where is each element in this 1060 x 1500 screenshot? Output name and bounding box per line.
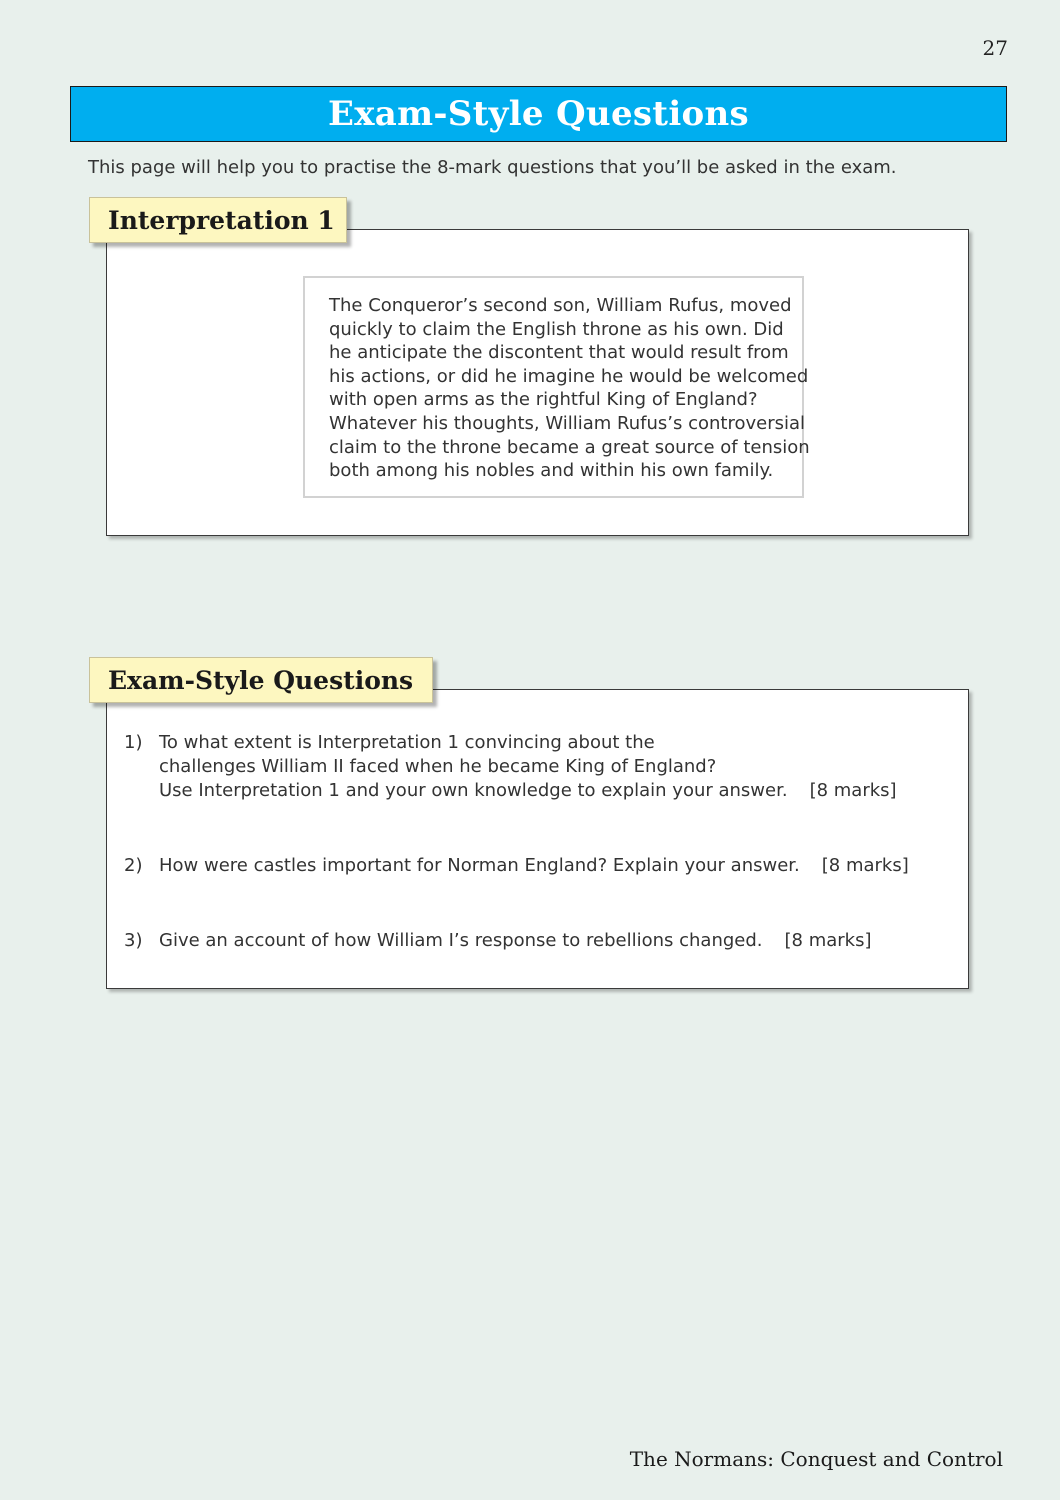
question-number: 3) xyxy=(124,930,143,951)
question-1 xyxy=(124,731,897,803)
source-line: his actions, or did he imagine he would be welcomed xyxy=(329,365,809,387)
source-line: both among his nobles and within his own family. xyxy=(329,460,774,482)
question-number: 2) xyxy=(124,855,143,876)
question-line: challenges William II faced when he became King of England? xyxy=(159,756,717,777)
questions-tab: Exam-Style Questions xyxy=(89,657,433,703)
interpretation-source-box xyxy=(303,276,810,498)
intro-text: This page will help you to practise the 8-mark questions that you’ll be asked in the exam. xyxy=(88,157,897,178)
marks-label: [8 marks] xyxy=(821,855,909,876)
page-title-banner xyxy=(70,86,1007,142)
question-line: How were castles important for Norman England? Explain your answer. xyxy=(159,855,800,876)
question-3 xyxy=(124,929,872,953)
question-line: To what extent is Interpretation 1 convincing about the xyxy=(159,732,655,753)
source-line: with open arms as the rightful King of England? xyxy=(329,389,758,411)
source-line: Whatever his thoughts, William Rufus’s controversial xyxy=(329,412,805,434)
question-2 xyxy=(124,854,909,878)
interpretation-tab: Interpretation 1 xyxy=(89,197,347,243)
question-line: Give an account of how William I’s response to rebellions changed. xyxy=(159,930,763,951)
marks-label: [8 marks] xyxy=(809,780,897,801)
question-number: 1) xyxy=(124,732,143,753)
page-number: 27 xyxy=(982,36,1008,60)
source-line: he anticipate the discontent that would result from xyxy=(329,342,789,364)
page-title: Exam-Style Questions xyxy=(328,94,749,134)
source-line: claim to the throne became a great source of tension xyxy=(329,436,810,458)
footer-section-title: The Normans: Conquest and Control xyxy=(629,1447,1003,1471)
marks-label: [8 marks] xyxy=(784,930,872,951)
source-line: quickly to claim the English throne as his own. Did xyxy=(329,318,784,340)
question-line: Use Interpretation 1 and your own knowledge to explain your answer. xyxy=(159,780,788,801)
source-line: The Conqueror’s second son, William Rufus, moved xyxy=(329,295,792,316)
